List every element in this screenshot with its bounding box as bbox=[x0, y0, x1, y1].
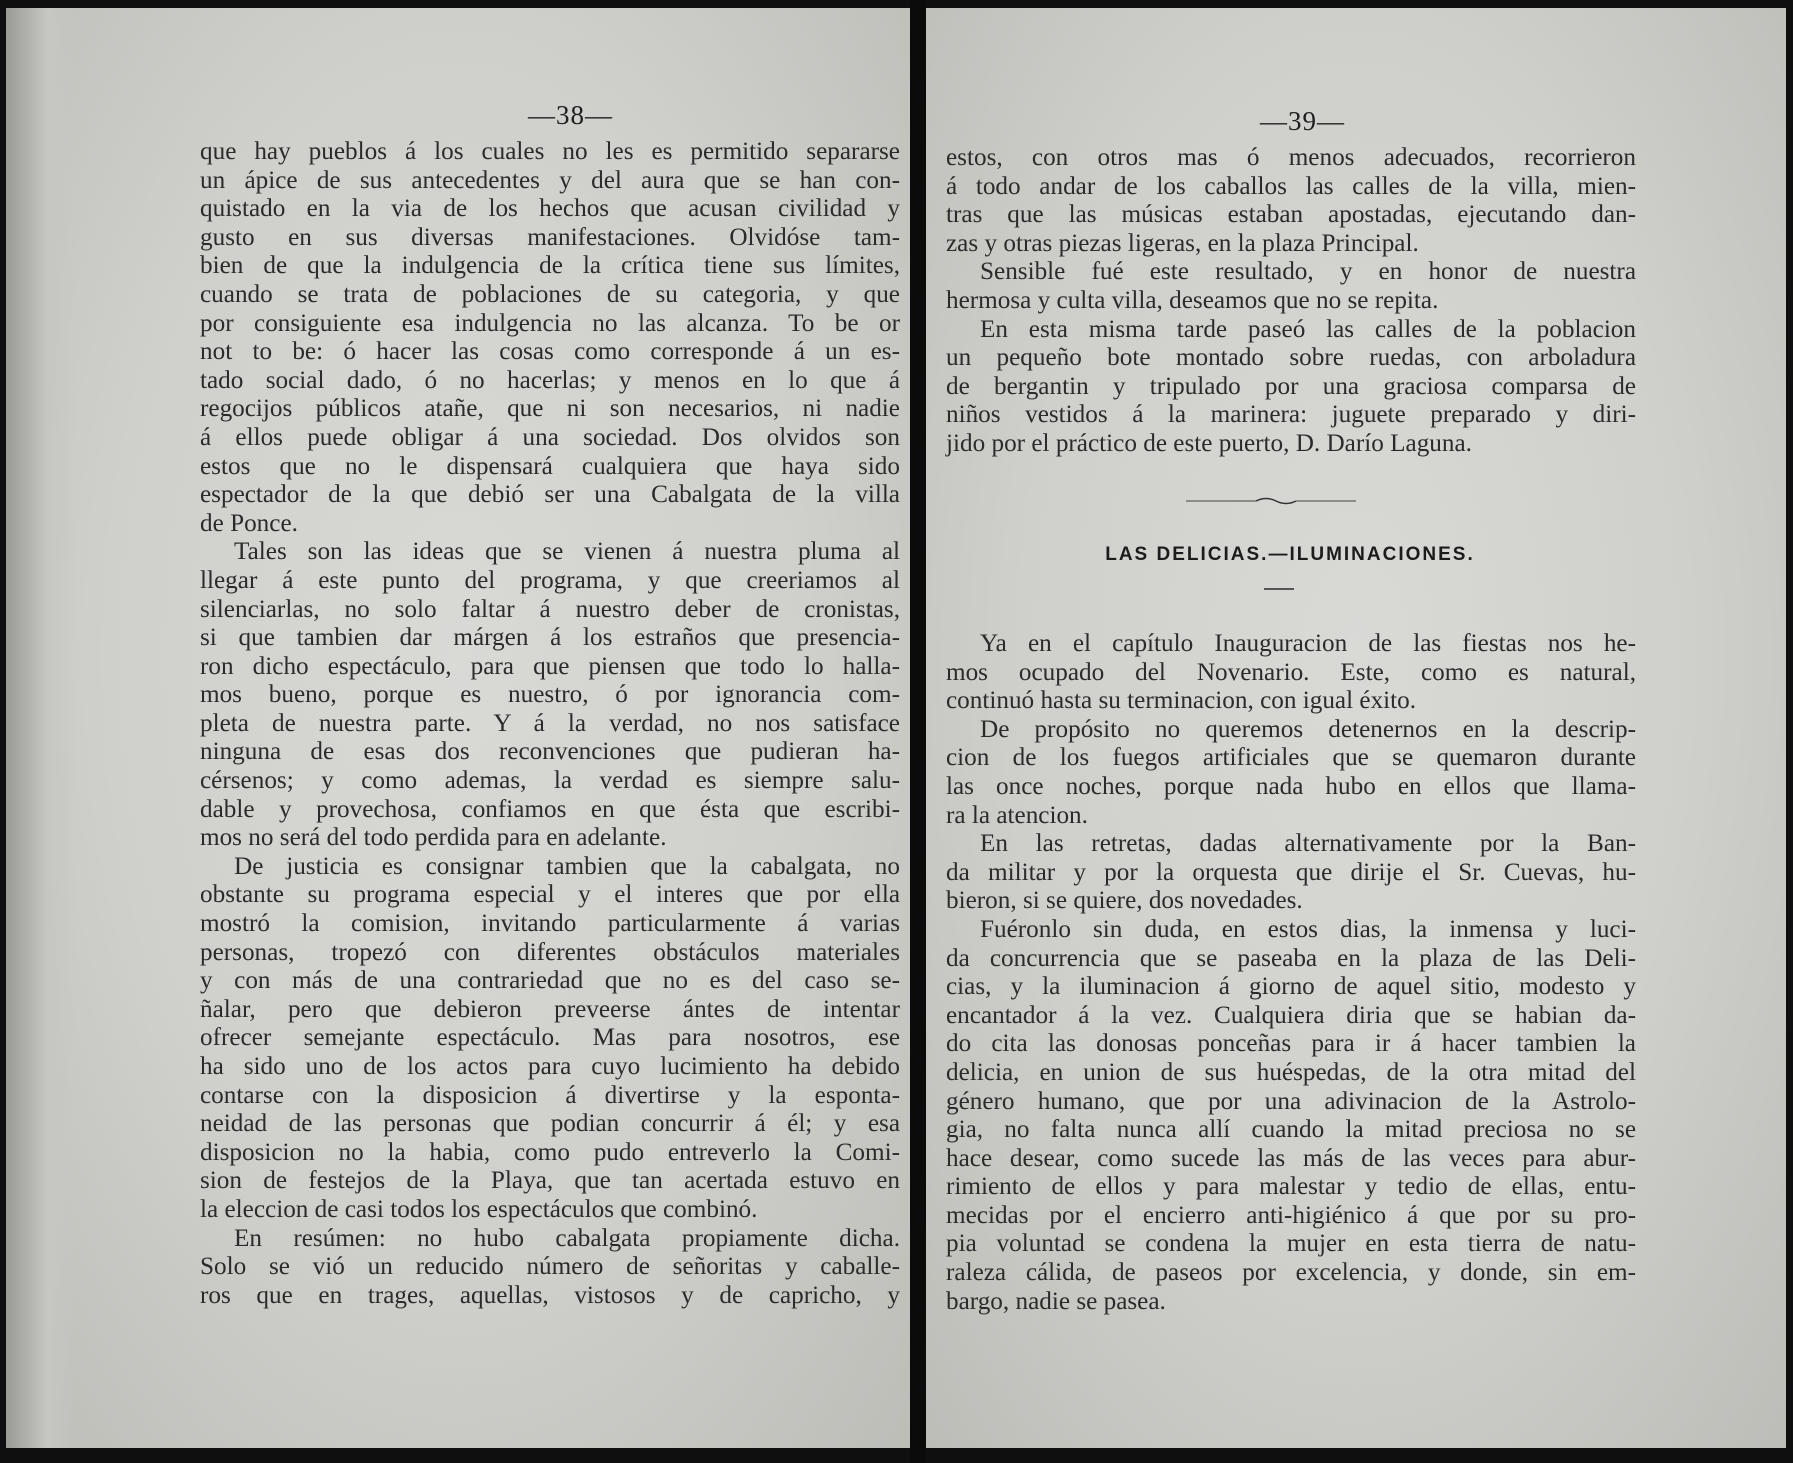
text-line: da concurrencia que se paseaba en la plaza de las Deli- bbox=[946, 944, 1636, 972]
text-line: regocijos públicos atañe, que ni son necesarios, ni nadie bbox=[200, 395, 900, 423]
right-page-text-top bbox=[946, 144, 1636, 459]
left-page-text bbox=[200, 138, 900, 1310]
text-line: disposicion no la habia, como pudo entreverlo la Comi- bbox=[200, 1138, 900, 1166]
text-line: not to be: ó hacer las cosas como corresponde á un es- bbox=[200, 338, 900, 366]
text-line: do cita las donosas ponceñas para ir á hacer tambien la bbox=[946, 1030, 1636, 1058]
text-line: mos bueno, porque es nuestro, ó por ignorancia com- bbox=[200, 681, 900, 709]
book-spine bbox=[910, 0, 926, 1463]
text-line: personas, tropezó con diferentes obstáculos materiales bbox=[200, 938, 900, 966]
text-line: bieron, si se quiere, dos novedades. bbox=[946, 887, 1303, 915]
text-line: rimiento de ellos y para malestar y tedio de ellas, entu- bbox=[946, 1173, 1636, 1201]
left-page bbox=[6, 8, 910, 1448]
page-edge-shadow bbox=[6, 8, 76, 1448]
text-line: ninguna de esas dos reconvenciones que pudieran ha- bbox=[200, 738, 900, 766]
text-line: continuó hasta su terminacion, con igual éxito. bbox=[946, 687, 1417, 715]
text-line: la eleccion de casi todos los espectáculos que combinó. bbox=[200, 1195, 758, 1223]
text-line: llegar á este punto del programa, y que creeriamos al bbox=[200, 566, 900, 594]
text-line: sion de festejos de la Playa, que tan acertada estuvo en bbox=[200, 1167, 900, 1195]
right-page bbox=[926, 8, 1786, 1448]
text-line: pia voluntad se condena la mujer en esta tierra de natu- bbox=[946, 1230, 1636, 1258]
text-line: Solo se vió un reducido número de señoritas y caballe- bbox=[200, 1253, 900, 1281]
text-line: jido por el práctico de este puerto, D. Darío Laguna. bbox=[946, 429, 1472, 457]
text-line: niños vestidos á la marinera: juguete preparado y diri- bbox=[946, 401, 1636, 429]
text-line: hace desear, como sucede las más de las veces para abur- bbox=[946, 1144, 1636, 1172]
text-line: un pequeño bote montado sobre ruedas, con arboladura bbox=[946, 344, 1636, 372]
text-line: hermosa y culta villa, deseamos que no se repita. bbox=[946, 286, 1439, 314]
text-line: De justicia es consignar tambien que la cabalgata, no bbox=[234, 852, 900, 880]
text-line: De propósito no queremos detenernos en la descrip- bbox=[980, 715, 1636, 743]
text-line: de bergantin y tripulado por una graciosa comparsa de bbox=[946, 372, 1636, 400]
text-line: silenciarlas, no solo faltar á nuestro deber de cronistas, bbox=[200, 595, 900, 623]
text-line: Sensible fué este resultado, y en honor de nuestra bbox=[980, 258, 1636, 286]
text-line: gusto en sus diversas manifestaciones. Olvidóse tam- bbox=[200, 223, 900, 251]
text-line: tado social dado, ó no hacerlas; y menos en lo que á bbox=[200, 366, 900, 394]
title-dash bbox=[1264, 588, 1294, 590]
text-line: ron dicho espectáculo, para que piensen que todo lo halla- bbox=[200, 652, 900, 680]
text-line: estos, con otros mas ó menos adecuados, recorrieron bbox=[946, 144, 1636, 171]
text-line: género humano, que por una adivinacion de la Astrolo- bbox=[946, 1087, 1636, 1115]
text-line: cérsenos; y como ademas, la verdad es siempre salu- bbox=[200, 767, 900, 795]
text-line: mostró la comision, invitando particularmente á varias bbox=[200, 910, 900, 938]
text-line: que hay pueblos á los cuales no les es permitido separarse bbox=[200, 138, 900, 165]
text-line: ros que en trages, aquellas, vistosos y de capricho, y bbox=[200, 1281, 900, 1309]
text-line: encantador á la vez. Cualquiera diria que se habian da- bbox=[946, 1001, 1636, 1029]
text-line: las once noches, porque nada hubo en ellos que llama- bbox=[946, 772, 1636, 800]
text-line: da militar y por la orquesta que dirije el Sr. Cuevas, hu- bbox=[946, 858, 1636, 886]
text-line: espectador de la que debió ser una Cabalgata de la villa bbox=[200, 481, 900, 509]
text-line: gia, no falta nunca allí cuando la mitad preciosa no se bbox=[946, 1116, 1636, 1144]
text-line: ñalar, pero que debieron preveerse ántes de intentar bbox=[200, 995, 900, 1023]
text-line: mos no será del todo perdida para en adelante. bbox=[200, 824, 667, 852]
text-line: cias, y la iluminacion á giorno de aquel sitio, modesto y bbox=[946, 973, 1636, 1001]
text-line: mecidas por el encierro anti-higiénico á que por su pro- bbox=[946, 1201, 1636, 1229]
text-line: contarse con la disposicion á divertirse y la esponta- bbox=[200, 1081, 900, 1109]
text-line: pleta de nuestra parte. Y á la verdad, no nos satisface bbox=[200, 709, 900, 737]
page-number-left: —38— bbox=[528, 100, 613, 130]
text-line: bargo, nadie se pasea. bbox=[946, 1287, 1166, 1315]
text-line: En resúmen: no hubo cabalgata propiamente dicha. bbox=[234, 1224, 900, 1252]
text-line: dable y provechosa, confiamos en que ésta que escribi- bbox=[200, 795, 900, 823]
right-page-text-body bbox=[946, 630, 1636, 1316]
text-line: á todo andar de los caballos las calles de la villa, mien- bbox=[946, 172, 1636, 200]
text-line: un ápice de sus antecedentes y del aura que se han con- bbox=[200, 166, 900, 194]
text-line: á ellos puede obligar á una sociedad. Dos olvidos son bbox=[200, 423, 900, 451]
text-line: si que tambien dar márgen á los estraños que presencia- bbox=[200, 624, 900, 652]
text-line: raleza cálida, de paseos por excelencia, y donde, sin em- bbox=[946, 1259, 1636, 1287]
text-line: de Ponce. bbox=[200, 509, 298, 537]
text-line: por consiguiente esa indulgencia no las alcanza. To be or bbox=[200, 309, 900, 337]
text-line: cuando se trata de poblaciones de su categoria, y que bbox=[200, 280, 900, 308]
page-number-right: —39— bbox=[1260, 106, 1345, 136]
text-line: neidad de las personas que podian concurrir á él; y esa bbox=[200, 1110, 900, 1138]
text-line: Fuéronlo sin duda, en estos dias, la inmensa y luci- bbox=[980, 915, 1636, 943]
text-line: y con más de una contrariedad que no es del caso se- bbox=[200, 967, 900, 995]
text-line: cion de los fuegos artificiales que se quemaron durante bbox=[946, 744, 1636, 772]
text-line: zas y otras piezas ligeras, en la plaza Principal. bbox=[946, 229, 1419, 257]
text-line: En las retretas, dadas alternativamente por la Ban- bbox=[980, 830, 1636, 858]
text-line: ha sido uno de los actos para cuyo lucimiento ha debido bbox=[200, 1053, 900, 1080]
section-divider-ornament bbox=[1186, 496, 1356, 506]
text-line: tras que las músicas estaban apostadas, ejecutando dan- bbox=[946, 201, 1636, 229]
text-line: ra la atencion. bbox=[946, 801, 1088, 829]
text-line: ofrecer semejante espectáculo. Mas para nosotros, ese bbox=[200, 1024, 900, 1052]
text-line: estos que no le dispensará cualquiera que haya sido bbox=[200, 452, 900, 480]
text-line: mos ocupado del Novenario. Este, como es natural, bbox=[946, 658, 1636, 686]
text-line: obstante su programa especial y el interes que por ella bbox=[200, 881, 900, 909]
text-line: En esta misma tarde paseó las calles de la poblacion bbox=[980, 315, 1636, 343]
text-line: Tales son las ideas que se vienen á nuestra pluma al bbox=[234, 538, 900, 566]
text-line: quistado en la via de los hechos que acusan civilidad y bbox=[200, 195, 900, 223]
text-line: Ya en el capítulo Inauguracion de las fiestas nos he- bbox=[980, 630, 1636, 657]
text-line: delicia, en union de sus huéspedas, de la otra mitad del bbox=[946, 1058, 1636, 1086]
section-title: LAS DELICIAS.—ILUMINACIONES. bbox=[1105, 544, 1475, 565]
text-line: bien de que la indulgencia de la crítica tiene sus límites, bbox=[200, 252, 900, 280]
